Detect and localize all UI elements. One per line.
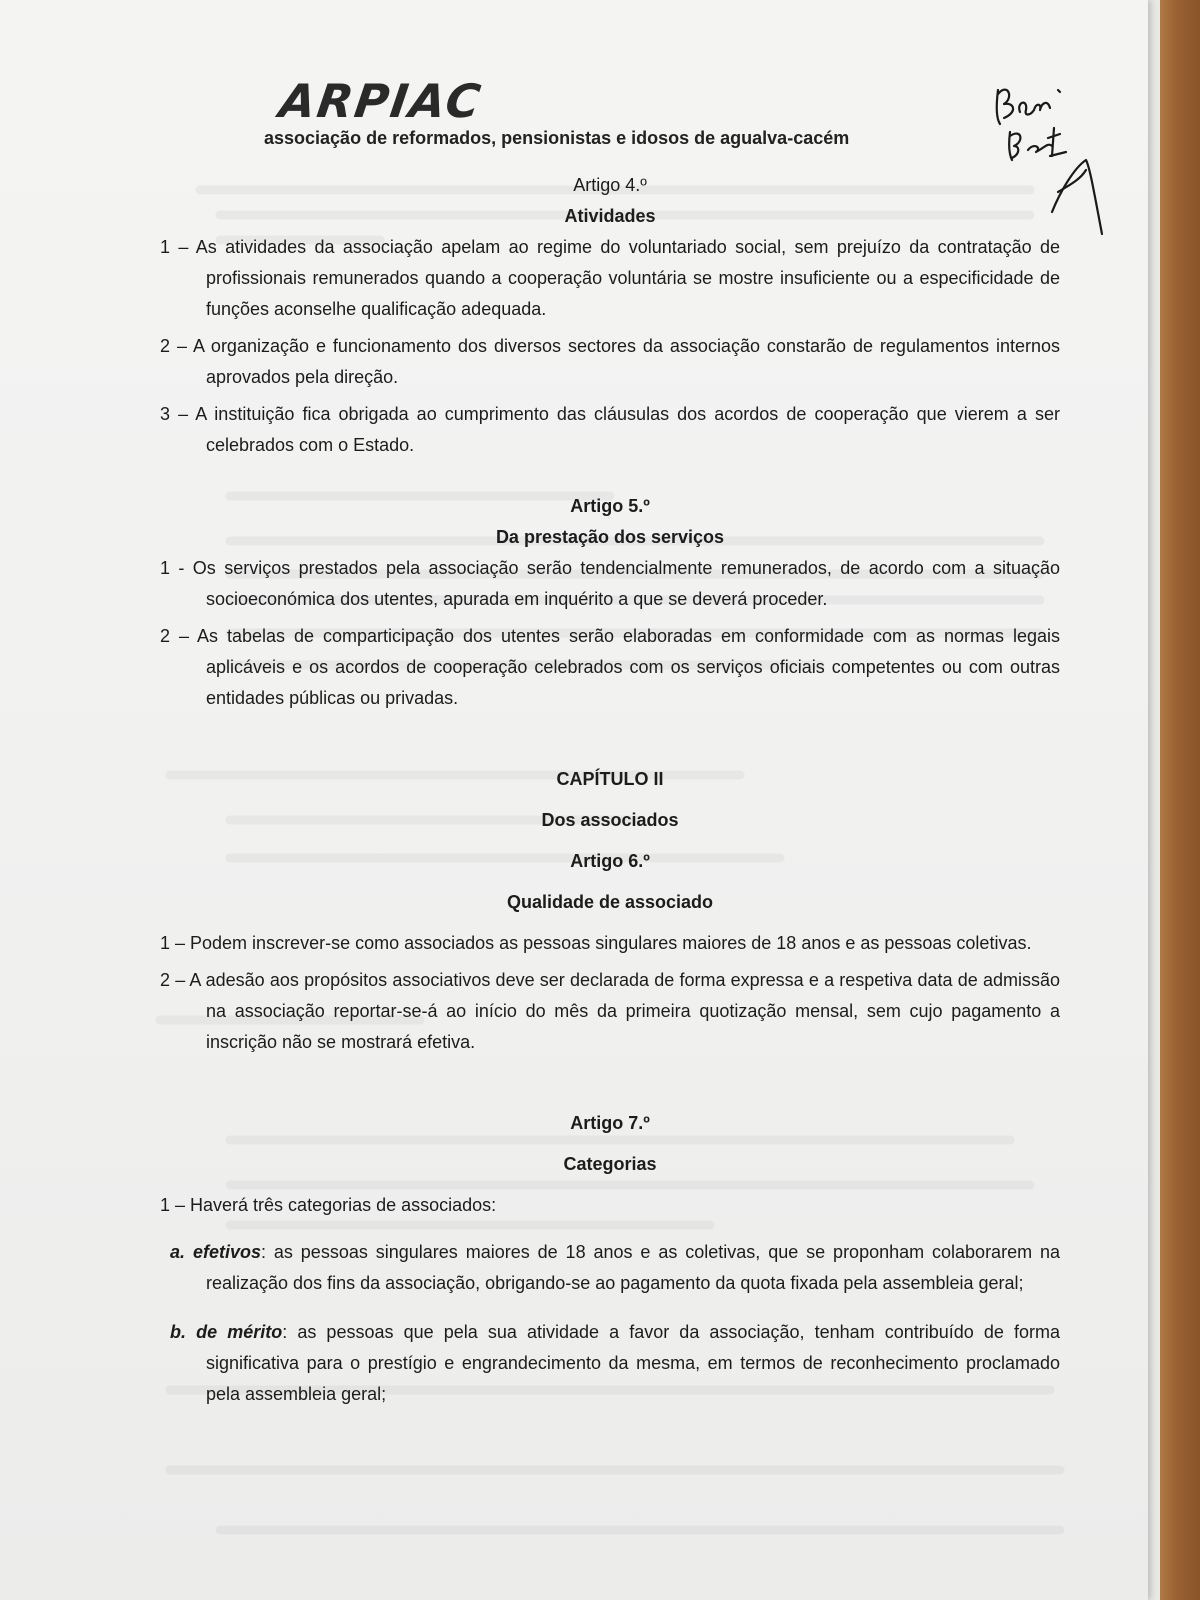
item-a-text: : as pessoas singulares maiores de 18 anos e as coletivas, que se proponham colaborarem na realização dos fins da associação, obrigando-se ao pagamento da quota fixada pela assembleia geral; bbox=[206, 1242, 1060, 1293]
article-6-number: Artigo 6.º bbox=[570, 851, 650, 871]
item-b-term: de mérito bbox=[196, 1322, 283, 1342]
item-a-letter: a. bbox=[170, 1242, 186, 1262]
association-name: associação de reformados, pensionistas e idosos de agualva-cacém bbox=[264, 128, 850, 148]
chapter-2-number: CAPÍTULO II bbox=[556, 769, 664, 789]
item-b-text: : as pessoas que pela sua atividade a favor da associação, tenham contribuído de forma significativa para o prestígio e engrandecimento da mesma, em termos de reconhecimento proclamado pela assembleia geral; bbox=[206, 1322, 1060, 1404]
article-4-paragraph-1: 1 – As atividades da associação apelam ao regime do voluntariado social, sem prejuízo da contratação de profissionais remunerados quando a cooperação voluntária se mostre insuficiente ou a especificidade de funções aconselhe qualificação adequada. bbox=[160, 237, 1060, 319]
article-4-number bbox=[160, 170, 1060, 201]
article-4-paragraph-2: 2 – A organização e funcionamento dos diversos sectores da associação constarão de regulamentos internos aprovados pela direção. bbox=[160, 336, 1060, 387]
article-5-paragraph-2: 2 – As tabelas de comparticipação dos utentes serão elaboradas em conformidade com as normas legais aplicáveis e os acordos de cooperação celebrados com os serviços oficiais competentes ou com outras entidades públicas ou privadas. bbox=[160, 626, 1060, 708]
article-4-number-text: Artigo 4.º bbox=[573, 175, 647, 195]
article-7-intro: 1 – Haverá três categorias de associados: bbox=[160, 1195, 497, 1215]
item-a-term: efetivos bbox=[192, 1242, 261, 1262]
article-5-number: Artigo 5.º bbox=[570, 496, 650, 516]
article-5-title: Da prestação dos serviços bbox=[495, 527, 725, 547]
article-7-item-b bbox=[160, 1317, 1060, 1410]
article-7-title: Categorias bbox=[563, 1154, 657, 1174]
article-4-paragraph-3: 3 – A instituição fica obrigada ao cumprimento das cláusulas dos acordos de cooperação que vierem a ser celebrados com o Estado. bbox=[160, 404, 1060, 455]
article-6-paragraph-1: 1 – Podem inscrever-se como associados as pessoas singulares maiores de 18 anos e as pessoas coletivas. bbox=[160, 933, 1032, 953]
article-6-paragraph-2: 2 – A adesão aos propósitos associativos deve ser declarada de forma expressa e a respetiva data de admissão na associação reportar-se-á ao início do mês da primeira quotização mensal, sem cujo pagamento a inscrição não se mostrará efetiva. bbox=[160, 970, 1060, 1052]
article-6-title: Qualidade de associado bbox=[506, 892, 714, 912]
document-body bbox=[160, 170, 1060, 1418]
wooden-table-edge bbox=[1160, 0, 1200, 1600]
article-7-number: Artigo 7.º bbox=[570, 1113, 650, 1133]
article-5-paragraph-1: 1 - Os serviços prestados pela associação serão tendencialmente remunerados, de acordo com a situação socioeconómica dos utentes, apurada em inquérito a que se deverá proceder. bbox=[160, 558, 1060, 609]
arpiac-logo: ARPIAC bbox=[276, 74, 486, 128]
item-b-letter: b. bbox=[170, 1322, 186, 1342]
article-7-item-a bbox=[160, 1237, 1060, 1299]
article-4-title: Atividades bbox=[564, 206, 656, 226]
chapter-2-title: Dos associados bbox=[541, 810, 679, 830]
